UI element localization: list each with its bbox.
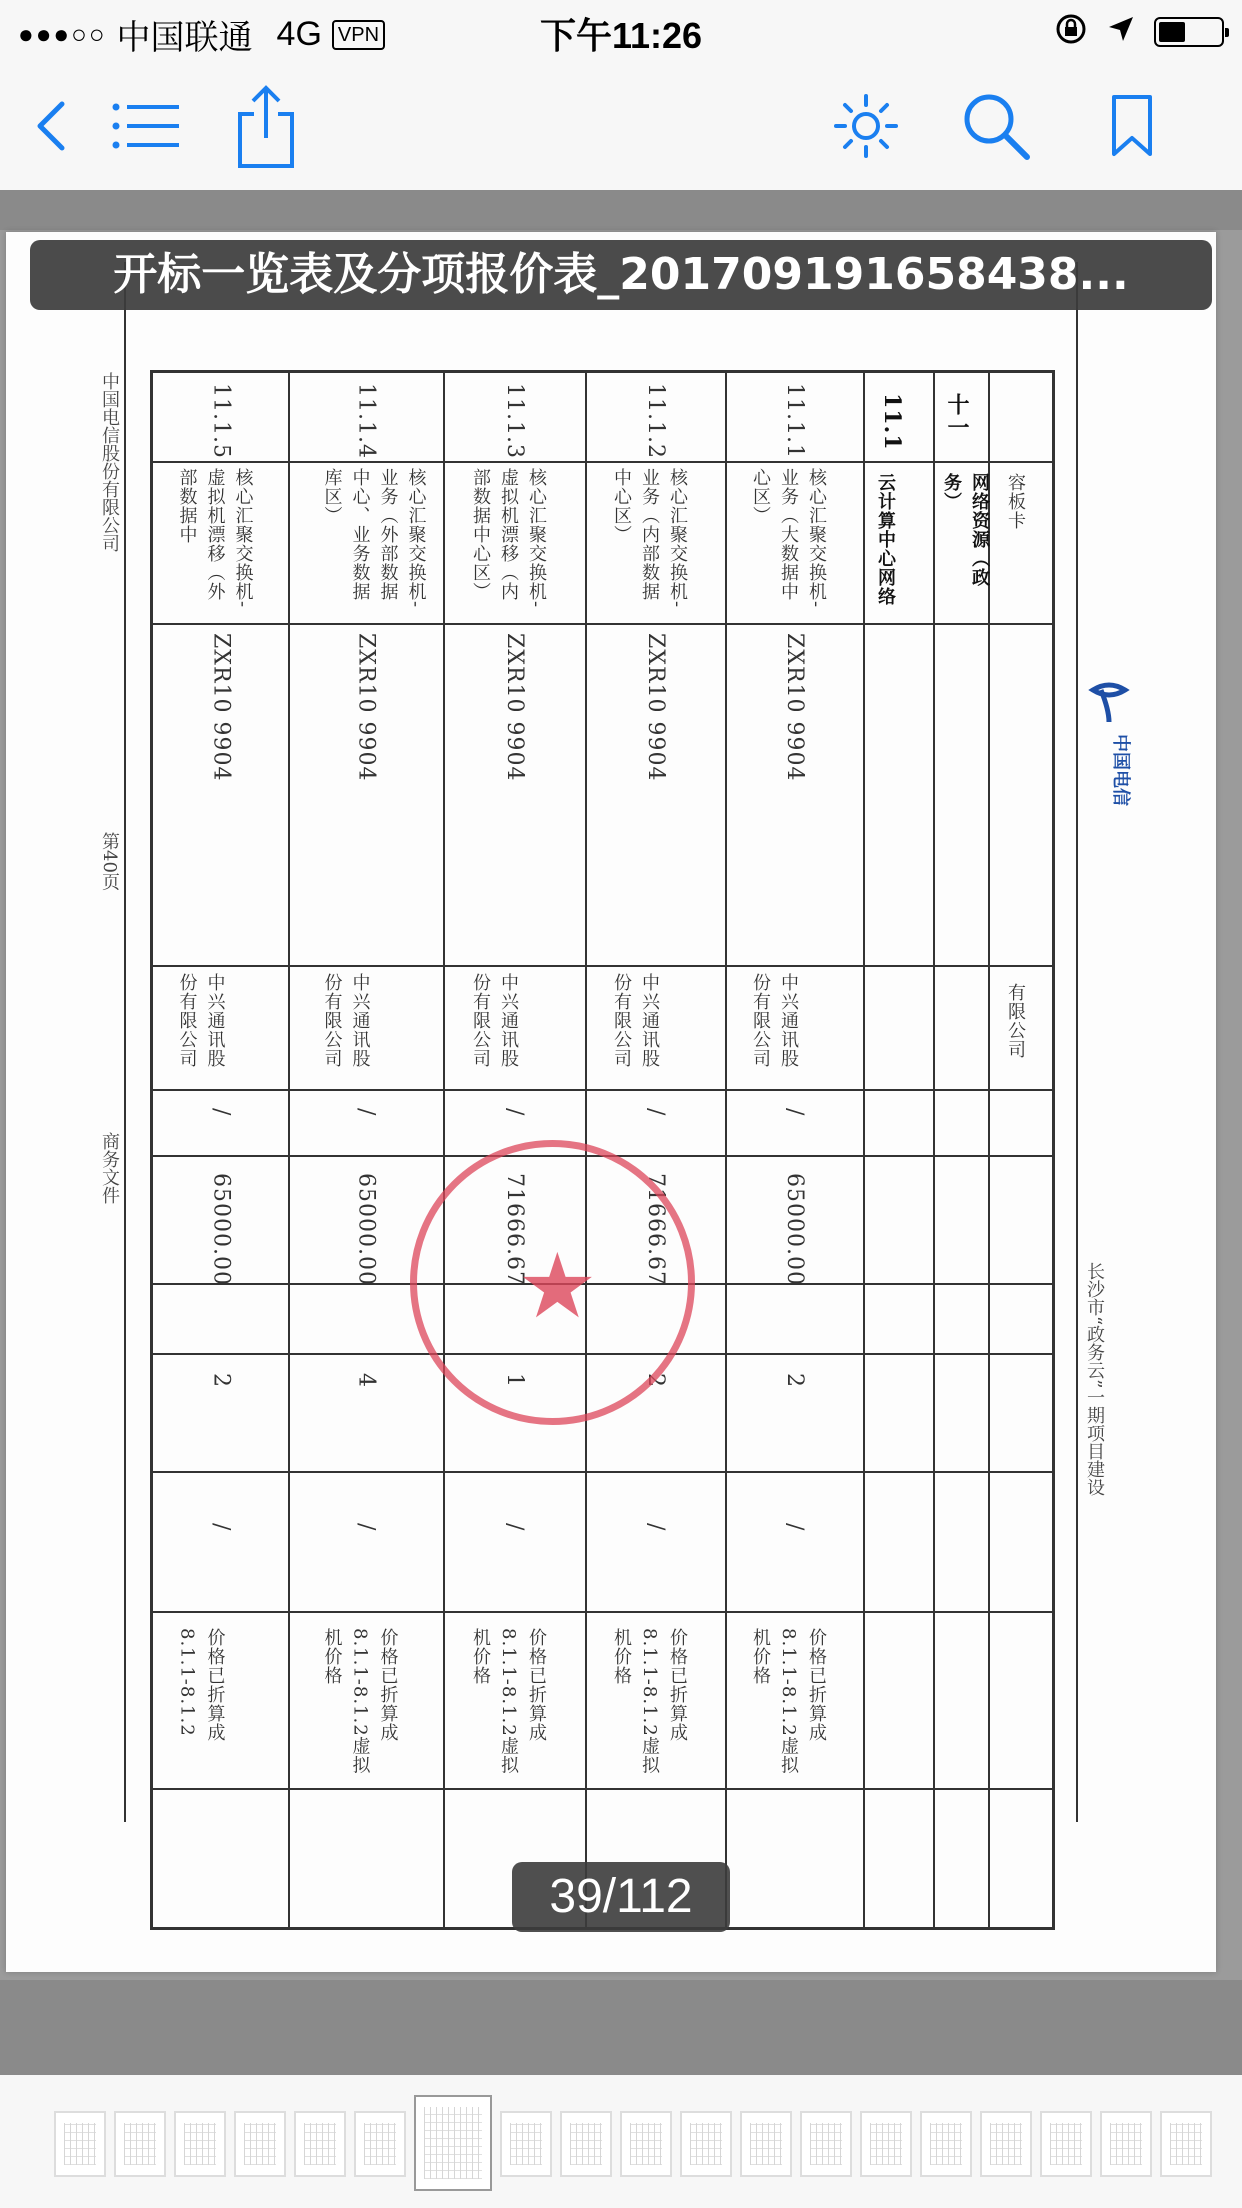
thumbnail-preview — [1170, 2123, 1202, 2165]
share-icon — [236, 84, 296, 168]
page-counter: 39/112 — [512, 1862, 730, 1932]
row-5-name: 核心汇聚交换机-虚拟机漂移（外部数据中 — [176, 468, 254, 609]
row-3-name: 核心汇聚交换机-虚拟机漂移（内部数据中心区） — [470, 468, 547, 609]
status-time: 下午11:26 — [539, 15, 703, 56]
row-3-slash2: / — [502, 1523, 527, 1532]
row-1-model: ZXR10 9904 — [782, 633, 807, 782]
bookmark-button[interactable] — [1096, 90, 1168, 162]
row-3-no: 11.1.3 — [502, 383, 527, 459]
row-5-maker: 中兴通讯股份有限公司 — [176, 973, 226, 1068]
row-3-price: 71666.67 — [502, 1173, 527, 1286]
row-2-slash1: / — [643, 1108, 668, 1117]
page-section-footer: 商务文件 — [99, 1132, 120, 1204]
page-thumbnail[interactable] — [500, 2111, 552, 2177]
location-arrow-icon — [1106, 14, 1136, 49]
row-1-name: 核心汇聚交换机-业务（大数据中心区） — [750, 468, 827, 609]
network-type: 4G — [276, 15, 322, 53]
row-1-maker: 中兴通讯股份有限公司 — [750, 973, 799, 1068]
rotation-lock-icon — [1054, 12, 1088, 51]
thumbnail-preview — [364, 2123, 396, 2165]
brightness-icon — [833, 93, 899, 159]
header-rule — [1076, 262, 1078, 1822]
row-5-no: 11.1.5 — [208, 383, 234, 459]
thumbnail-preview — [184, 2123, 216, 2165]
page-thumbnail[interactable] — [860, 2111, 912, 2177]
china-telecom-logo — [1085, 680, 1133, 820]
thumbnail-preview — [424, 2107, 482, 2179]
section-number: 十一 — [944, 393, 970, 439]
page-thumbnail[interactable] — [800, 2111, 852, 2177]
row-top-maker: 有限公司 — [1005, 983, 1026, 1059]
row-2-price: 71666.67 — [643, 1173, 668, 1286]
seal-star-icon: ★ — [517, 1234, 598, 1339]
row-4-price: 65000.00 — [353, 1173, 379, 1286]
page-thumbnail[interactable] — [920, 2111, 972, 2177]
battery-icon — [1154, 17, 1224, 47]
row-5-slash1: / — [208, 1108, 234, 1117]
thumbnail-preview — [990, 2123, 1022, 2165]
thumbnail-preview — [304, 2123, 336, 2165]
section-title: 网络资源（政务） — [941, 473, 990, 587]
page-thumbnail[interactable] — [620, 2111, 672, 2177]
thumbnail-preview — [1050, 2123, 1082, 2165]
footer-rule — [124, 262, 126, 1822]
page-thumbnail[interactable] — [294, 2111, 346, 2177]
status-right — [1054, 12, 1224, 51]
file-title: 开标一览表及分项报价表_201709191658438... — [30, 240, 1212, 310]
row-3-model: ZXR10 9904 — [502, 633, 527, 782]
row-top-name: 容板卡 — [1005, 473, 1026, 530]
page-thumbnail[interactable] — [174, 2111, 226, 2177]
thumbnail-preview — [750, 2123, 782, 2165]
page-thumbnail[interactable] — [1100, 2111, 1152, 2177]
thumbnail-preview — [1110, 2123, 1142, 2165]
list-icon — [111, 101, 181, 151]
thumbnail-preview — [810, 2123, 842, 2165]
thumbnail-preview — [690, 2123, 722, 2165]
row-4-name: 核心汇聚交换机-业务（外部数据中心、业务数据库区） — [321, 468, 427, 609]
reader-toolbar — [0, 62, 1242, 190]
row-4-no: 11.1.4 — [353, 383, 379, 459]
row-5-model: ZXR10 9904 — [208, 633, 234, 782]
viewer-bottom-band — [0, 1980, 1242, 2075]
row-4-qty: 4 — [353, 1373, 379, 1388]
row-1-slash2: / — [782, 1523, 807, 1532]
row-5-qty: 2 — [208, 1373, 234, 1388]
back-button[interactable] — [14, 90, 86, 162]
row-3-note: 价格已折算成8.1.1-8.1.2虚拟机价格 — [470, 1628, 547, 1775]
page-thumbnail[interactable] — [1040, 2111, 1092, 2177]
row-4-slash1: / — [353, 1108, 379, 1117]
subsection-title: 云计算中心网络 — [875, 473, 896, 606]
row-1-price: 65000.00 — [782, 1173, 807, 1286]
project-header: 长沙市“政务云”一期项目建设 — [1084, 1262, 1105, 1497]
bookmark-icon — [1110, 94, 1154, 158]
row-3-maker: 中兴通讯股份有限公司 — [470, 973, 519, 1068]
page-thumbnail[interactable] — [114, 2111, 166, 2177]
company-seal — [410, 1140, 695, 1425]
page-thumbnail[interactable] — [680, 2111, 732, 2177]
row-4-slash2: / — [353, 1523, 379, 1532]
thumbnail-preview — [64, 2123, 96, 2165]
outline-button[interactable] — [110, 90, 182, 162]
page-thumbnail[interactable] — [1160, 2111, 1212, 2177]
search-icon — [961, 91, 1031, 161]
thumbnail-preview — [510, 2123, 542, 2165]
search-button[interactable] — [960, 90, 1032, 162]
status-bar — [0, 0, 1242, 62]
thumbnail-preview — [124, 2123, 156, 2165]
page-thumbnail[interactable] — [740, 2111, 792, 2177]
thumbnail-preview — [244, 2123, 276, 2165]
thumbnail-preview — [570, 2123, 602, 2165]
thumbnail-strip[interactable] — [0, 2075, 1242, 2208]
row-1-no: 11.1.1 — [782, 383, 807, 459]
share-button[interactable] — [230, 90, 302, 162]
thumbnail-preview — [870, 2123, 902, 2165]
brightness-button[interactable] — [830, 90, 902, 162]
row-2-maker: 中兴通讯股份有限公司 — [611, 973, 660, 1068]
page-company-footer: 中国电信股份有限公司 — [99, 372, 120, 552]
row-3-slash1: / — [502, 1108, 527, 1117]
page-thumbnail[interactable] — [54, 2111, 106, 2177]
row-1-qty: 2 — [782, 1373, 807, 1388]
page-thumbnail[interactable] — [234, 2111, 286, 2177]
back-icon — [30, 96, 70, 156]
row-2-name: 核心汇聚交换机-业务（内部数据中心区） — [611, 468, 688, 609]
page-thumbnail[interactable] — [354, 2111, 406, 2177]
row-1-slash1: / — [782, 1108, 807, 1117]
thumbnail-preview — [930, 2123, 962, 2165]
row-1-note: 价格已折算成8.1.1-8.1.2虚拟机价格 — [750, 1628, 827, 1775]
row-5-slash2: / — [208, 1523, 234, 1532]
row-2-note: 价格已折算成8.1.1-8.1.2虚拟机价格 — [611, 1628, 688, 1775]
row-2-qty: 2 — [643, 1373, 668, 1388]
subsection-number: 11.1 — [879, 393, 905, 451]
row-2-slash2: / — [643, 1523, 668, 1532]
thumbnail-preview — [630, 2123, 662, 2165]
row-5-price: 65000.00 — [208, 1173, 234, 1286]
row-3-qty: 1 — [502, 1373, 527, 1388]
row-4-maker: 中兴通讯股份有限公司 — [321, 973, 371, 1068]
page-number-footer: 第40页 — [99, 832, 120, 891]
row-4-note: 价格已折算成8.1.1-8.1.2虚拟机价格 — [321, 1628, 399, 1775]
page-thumbnail[interactable] — [560, 2111, 612, 2177]
row-2-no: 11.1.2 — [643, 383, 668, 459]
row-2-model: ZXR10 9904 — [643, 633, 668, 782]
viewer-top-band — [0, 190, 1242, 230]
row-5-note: 价格已折算成8.1.1-8.1.2 — [176, 1628, 226, 1742]
page-thumbnail[interactable] — [414, 2095, 492, 2191]
signal-strength-icon: ●●●○○ — [18, 19, 107, 49]
logo-text: 中国电信 — [1110, 734, 1131, 806]
carrier-name: 中国联通 — [116, 19, 253, 57]
vpn-badge: VPN — [332, 20, 385, 50]
page-thumbnail[interactable] — [980, 2111, 1032, 2177]
row-4-model: ZXR10 9904 — [353, 633, 379, 782]
